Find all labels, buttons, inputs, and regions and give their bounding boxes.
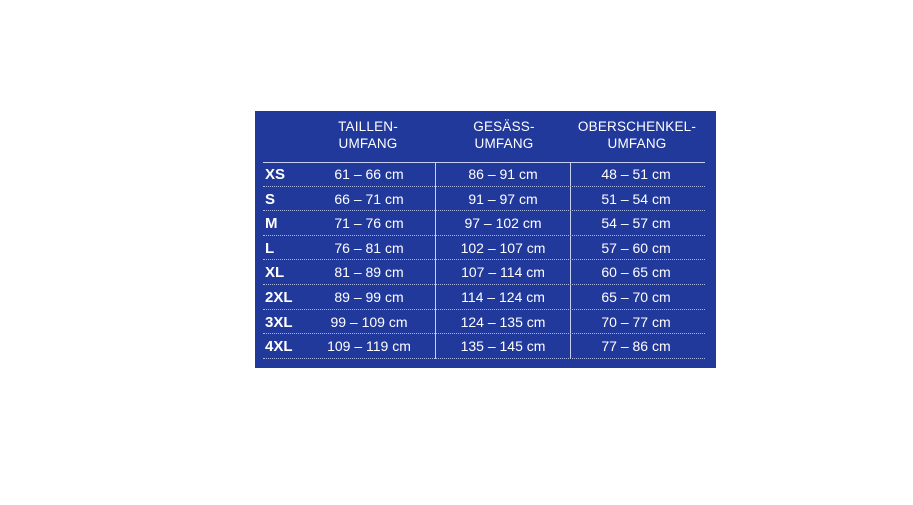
- thigh-value: 57 – 60 cm: [601, 239, 671, 256]
- table-row: [263, 260, 705, 285]
- size-label: 2XL: [265, 288, 293, 306]
- header-waist: TAILLEN- UMFANG: [338, 119, 398, 151]
- waist-value: 109 – 119 cm: [327, 338, 411, 355]
- size-chart-table: [255, 111, 716, 368]
- hip-value: 124 – 135 cm: [460, 313, 546, 330]
- thigh-value: 54 – 57 cm: [601, 215, 671, 232]
- hip-value: 91 – 97 cm: [468, 190, 538, 207]
- thigh-value: 48 – 51 cm: [601, 166, 671, 182]
- table-row: [263, 187, 705, 212]
- header-hip: GESÄSS- UMFANG: [473, 119, 535, 151]
- hip-value: 86 – 91 cm: [468, 166, 538, 182]
- table-row: [263, 310, 705, 335]
- hip-value: 102 – 107 cm: [460, 239, 546, 256]
- hip-value: 107 – 114 cm: [461, 264, 545, 281]
- table-header-row: [255, 111, 716, 161]
- size-label: S: [265, 190, 276, 208]
- size-label: 4XL: [265, 338, 293, 356]
- size-label: L: [265, 239, 275, 257]
- waist-value: 99 – 109 cm: [330, 313, 408, 330]
- size-label: XL: [265, 264, 285, 282]
- table-row: [263, 285, 705, 310]
- size-label: 3XL: [265, 313, 293, 331]
- table-row: [263, 236, 705, 261]
- header-thigh: OBERSCHENKEL- UMFANG: [577, 119, 697, 151]
- table-row: [263, 334, 705, 359]
- waist-value: 81 – 89 cm: [334, 264, 404, 281]
- table-row: [263, 162, 705, 187]
- thigh-value: 70 – 77 cm: [601, 313, 671, 330]
- hip-value: 114 – 124 cm: [461, 288, 545, 305]
- hip-value: 135 – 145 cm: [460, 338, 546, 355]
- waist-value: 71 – 76 cm: [334, 215, 404, 232]
- waist-value: 66 – 71 cm: [334, 190, 404, 207]
- waist-value: 61 – 66 cm: [334, 166, 404, 182]
- table-body: [255, 162, 716, 359]
- waist-value: 89 – 99 cm: [334, 288, 404, 305]
- thigh-value: 51 – 54 cm: [601, 190, 671, 207]
- hip-value: 97 – 102 cm: [464, 215, 542, 232]
- thigh-value: 65 – 70 cm: [601, 288, 671, 305]
- size-label: XS: [265, 166, 286, 183]
- thigh-value: 60 – 65 cm: [601, 264, 671, 281]
- waist-value: 76 – 81 cm: [334, 239, 404, 256]
- table-row: [263, 211, 705, 236]
- size-label: M: [265, 215, 278, 233]
- thigh-value: 77 – 86 cm: [601, 338, 671, 355]
